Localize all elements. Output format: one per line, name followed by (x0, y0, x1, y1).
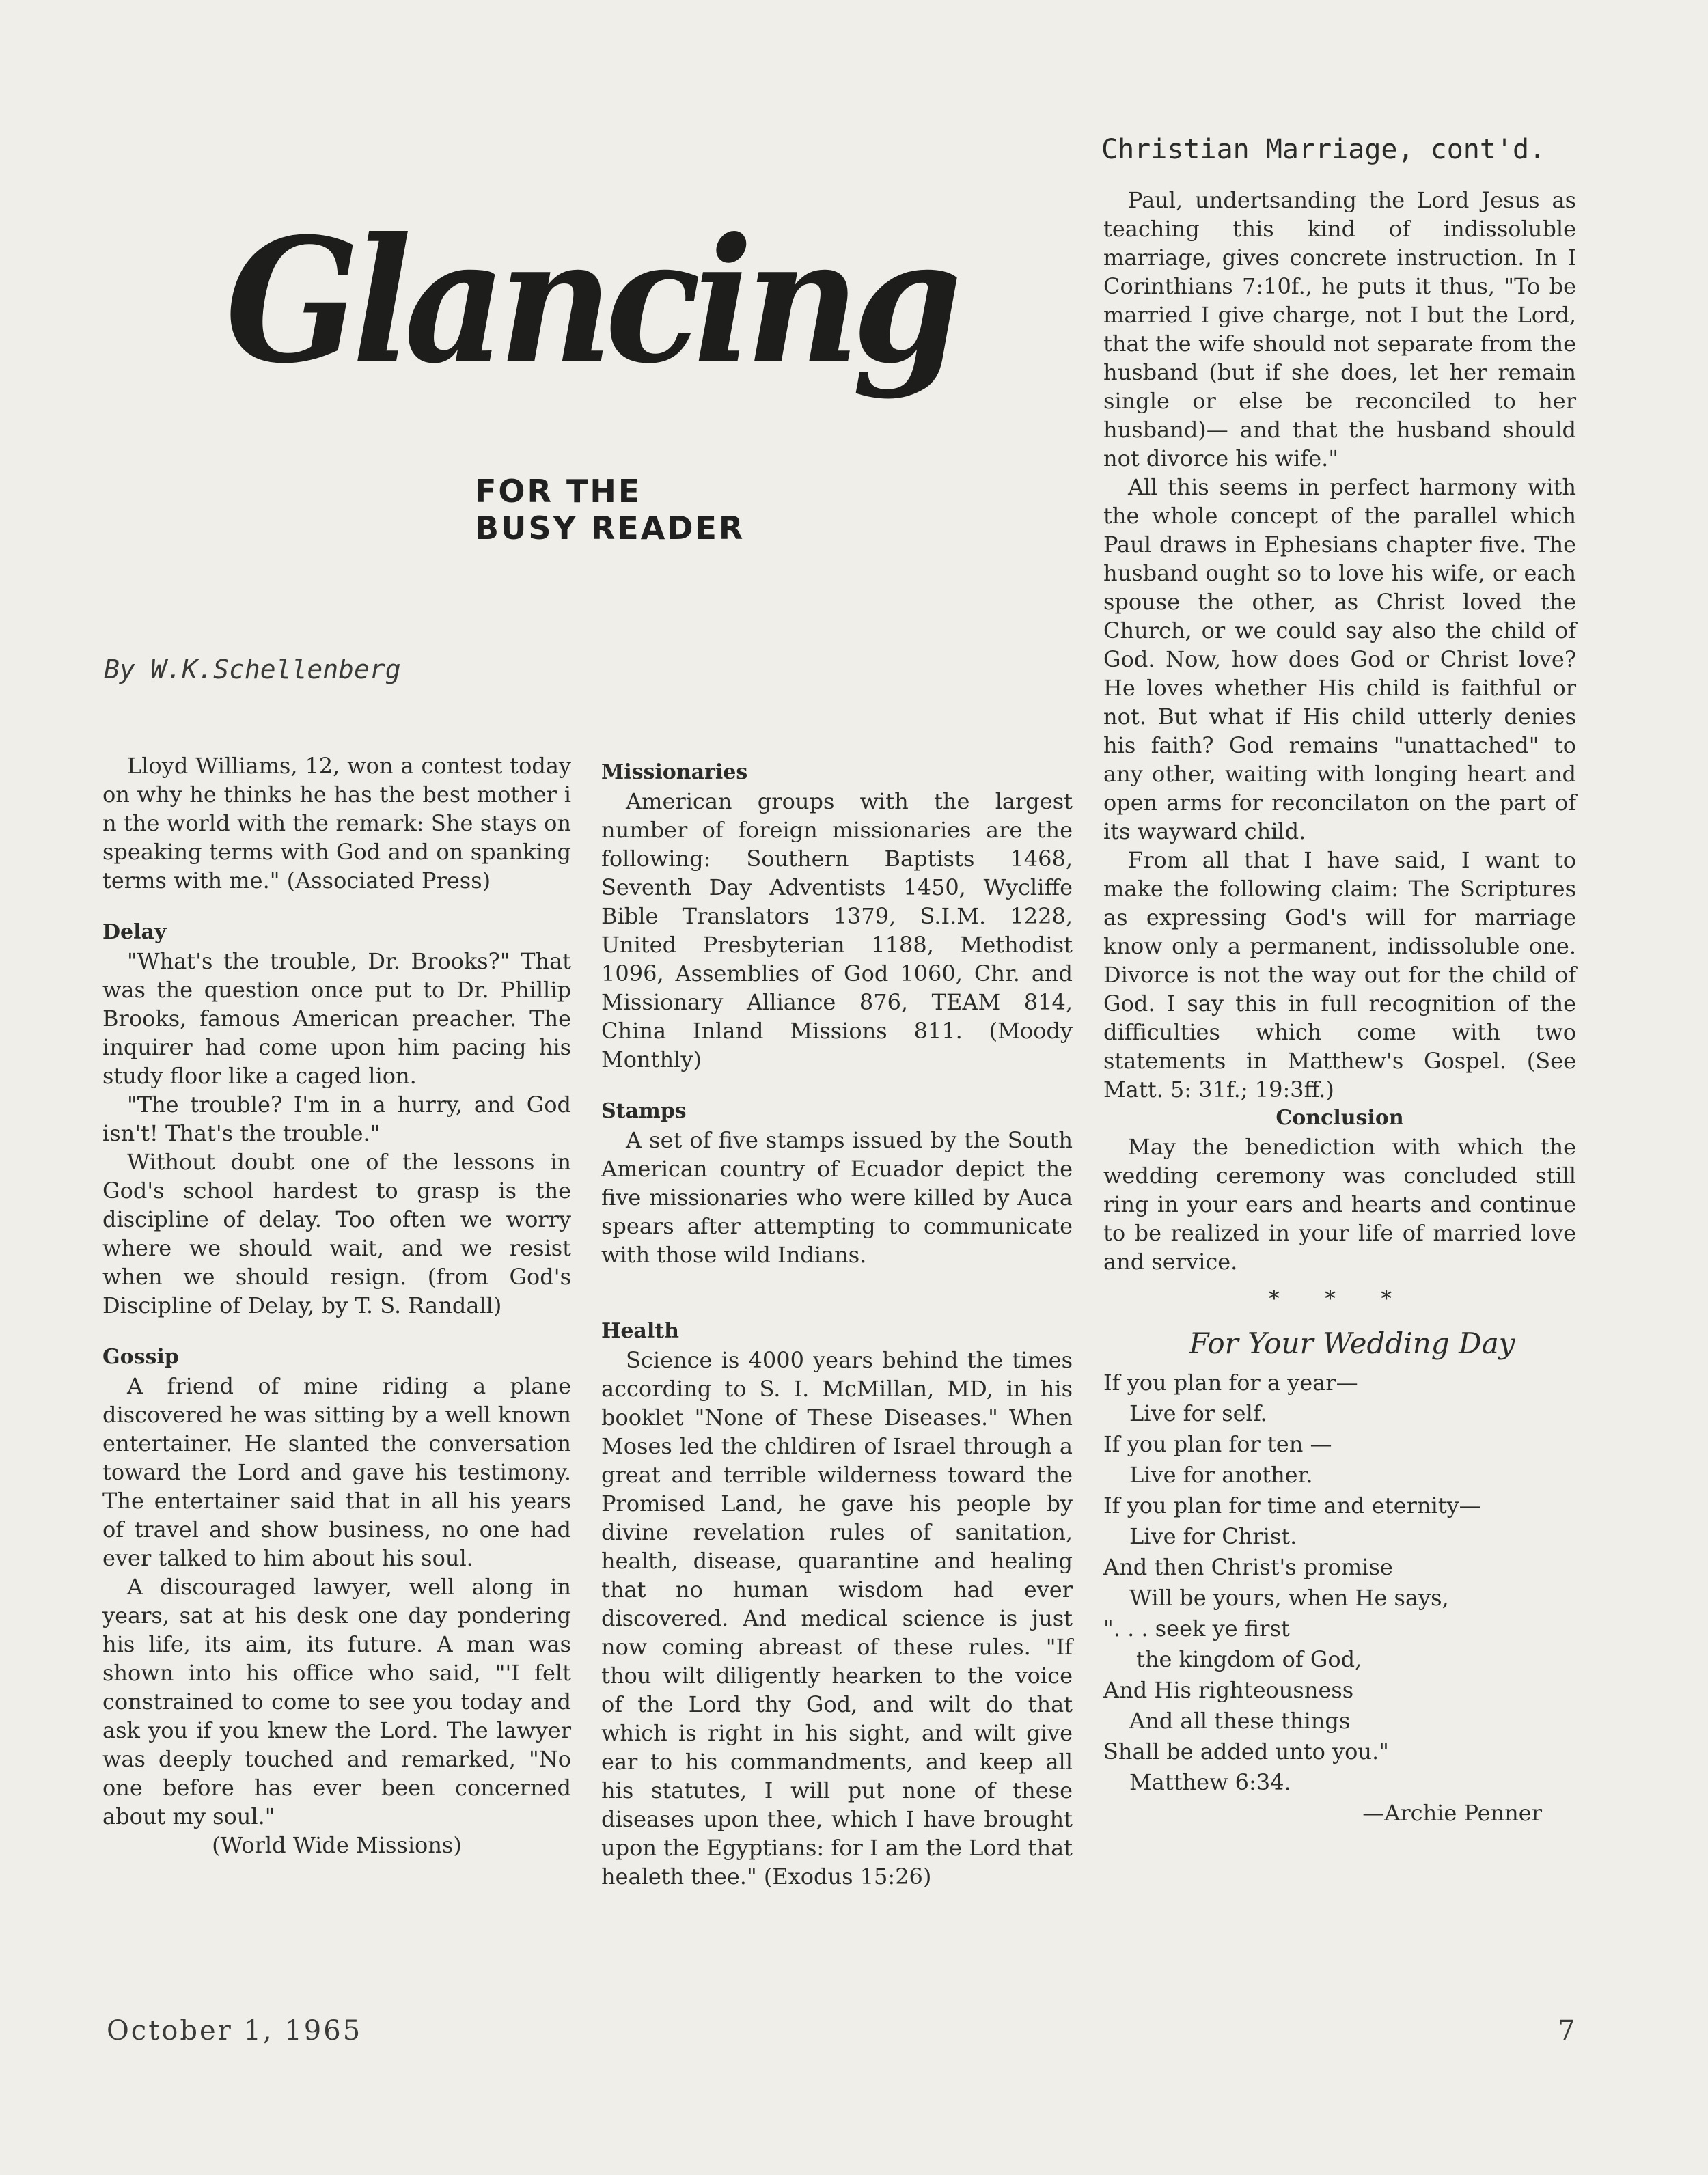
poem-title: For Your Wedding Day (1189, 1327, 1515, 1360)
marriage-paragraph-3: From all that I have said, I want to make the following claim: The Scriptures as expressing God's will for marriage know only a permanent, indissoluble one. Divorce is not the way out for the child of God. I say this in full recognition of the difficulties which come with two statements in Matthew's Gospel. (See Matt. 5: 31f.; 19:3ff.) (1103, 847, 1576, 1103)
poem-line: Live for self. (1129, 1400, 1267, 1426)
column-3 (1103, 186, 1576, 1829)
byline: By W.K.Schellenberg (104, 654, 401, 684)
subtitle-line-2: BUSY READER (475, 510, 745, 546)
missionaries-paragraph: American groups with the largest number of foreign missionaries are the following: Southern Baptists 1468, Seventh Day Adventists 1450, Wycliffe Bible Translators 1379, S.I.M. 1228, United Presbyterian 1188, Methodist 1096, Assemblies of God 1060, Chr. and Missionary Alliance 876, TEAM 814, China Inland Missions 811. (Moody Monthly) (601, 788, 1073, 1072)
poem-line: If you plan for a year— (1103, 1370, 1358, 1396)
delay-paragraph-3: Without doubt one of the lessons in God's school hardest to grasp is the discipline of delay. Too often we worry where we should wait, and we resist when we should resign. (from God's Discipline of Delay, by T. S. Randall) (102, 1149, 571, 1318)
column-2 (601, 758, 1073, 1891)
page-title: Glancing (225, 200, 955, 401)
intro-paragraph: Lloyd Williams, 12, won a contest today on why he thinks he has the best mother i n the world with the remark: She stays on speaking terms with God and on spanking terms with me." (Associated Press) (102, 753, 571, 893)
poem-line: And then Christ's promise (1103, 1554, 1393, 1580)
delay-paragraph-2: "The trouble? I'm in a hurry, and God isn't! That's the trouble." (102, 1092, 571, 1146)
issue-date: October 1, 1965 (107, 2015, 363, 2047)
health-heading: Health (601, 1319, 679, 1343)
poem-line: And His righteousness (1103, 1677, 1354, 1703)
page-subtitle (475, 473, 745, 546)
delay-heading: Delay (102, 920, 167, 944)
poem-line: If you plan for time and eternity— (1103, 1493, 1481, 1519)
health-paragraph: Science is 4000 years behind the times according to S. I. McMillan, MD, in his booklet "None of These Diseases." When Moses led the chldiren of Israel through a great and terrible wilderness toward the Promised Land, he gave his people by divine revelation rules of sanitation, health, disease, quarantine and healing that no human wisdom had ever discovered. And medical science is just now coming abreast of these rules. "If thou wilt diligently hearken to the voice of the Lord thy God, and wilt do that which is right in his sight, and wilt give ear to his commandments, and keep all his statutes, I will put none of these diseases upon thee, which I have brought upon the Egyptians: for I am the Lord that healeth thee." (Exodus 15:26) (601, 1347, 1073, 1889)
poem-line: Shall be added unto you." (1103, 1738, 1389, 1764)
poem-line: Will be yours, when He says, (1129, 1585, 1449, 1611)
page-number: 7 (1558, 2015, 1575, 2047)
section-divider-stars: * * * (1268, 1286, 1411, 1312)
gossip-paragraph-2: A discouraged lawyer, well along in years, sat at his desk one day pondering his life, its aim, its future. A man was shown into his office who said, "'I felt constrained to come to see you today and ask you if you knew the Lord. The lawyer was deeply touched and remarked, "No one before has ever been concerned about my soul." (102, 1574, 571, 1829)
gossip-source: (World Wide Missions) (212, 1832, 462, 1858)
poem (1103, 1368, 1576, 1829)
marriage-paragraph-1: Paul, undertsanding the Lord Jesus as teaching this kind of indissoluble marriage, gives concrete instruction. In I Corinthians 7:10f., he puts it thus, "To be married I give charge, not I but the Lord, that the wife should not separate from the husband (but if she does, let her remain single or else be reconciled to her husband)— and that the husband should not divorce his wife." (1103, 187, 1576, 471)
poem-line: And all these things (1129, 1708, 1351, 1734)
stamps-heading: Stamps (601, 1099, 687, 1123)
subtitle-line-1: FOR THE (475, 473, 642, 510)
poem-author: —Archie Penner (1362, 1800, 1542, 1826)
conclusion-heading: Conclusion (1276, 1106, 1404, 1130)
poem-line: If you plan for ten — (1103, 1431, 1332, 1457)
gossip-paragraph-1: A friend of mine riding a plane discovered he was sitting by a well known entertainer. He slanted the conversation toward the Lord and gave his testimony. The entertainer said that in all his years of travel and show business, no one had ever talked to him about his soul. (102, 1373, 571, 1571)
poem-line: Live for another. (1129, 1462, 1313, 1488)
conclusion-paragraph: May the benediction with which the wedding ceremony was concluded still ring in your ears and hearts and continue to be realized in your life of married love and service. (1103, 1134, 1576, 1275)
stamps-paragraph: A set of five stamps issued by the South American country of Ecuador depict the five missionaries who were killed by Auca spears after attempting to communicate with those wild Indians. (601, 1127, 1073, 1268)
poem-line: Live for Christ. (1129, 1523, 1297, 1549)
marriage-paragraph-2: All this seems in perfect harmony with the whole concept of the parallel which Paul draws in Ephesians chapter five. The husband ought so to love his wife, or each spouse the other, as Christ loved the Church, or we could say also the child of God. Now, how does God or Christ love? He loves whether His child is faithful or not. But what if His child utterly denies his faith? God remains "unattached" to any other, waiting with longing heart and open arms for reconcilaton on the part of its wayward child. (1103, 474, 1576, 844)
column-1 (102, 751, 571, 1859)
missionaries-heading: Missionaries (601, 760, 748, 784)
poem-line: ". . . seek ye first (1103, 1616, 1290, 1641)
gossip-heading: Gossip (102, 1345, 179, 1369)
continuation-heading: Christian Marriage, cont'd. (1101, 134, 1546, 165)
poem-line: the kingdom of God, (1136, 1646, 1362, 1672)
delay-paragraph-1: "What's the trouble, Dr. Brooks?" That was the question once put to Dr. Phillip Brooks, famous American preacher. The inquirer had come upon him pacing his study floor like a caged lion. (102, 948, 571, 1089)
poem-line: Matthew 6:34. (1129, 1769, 1291, 1795)
